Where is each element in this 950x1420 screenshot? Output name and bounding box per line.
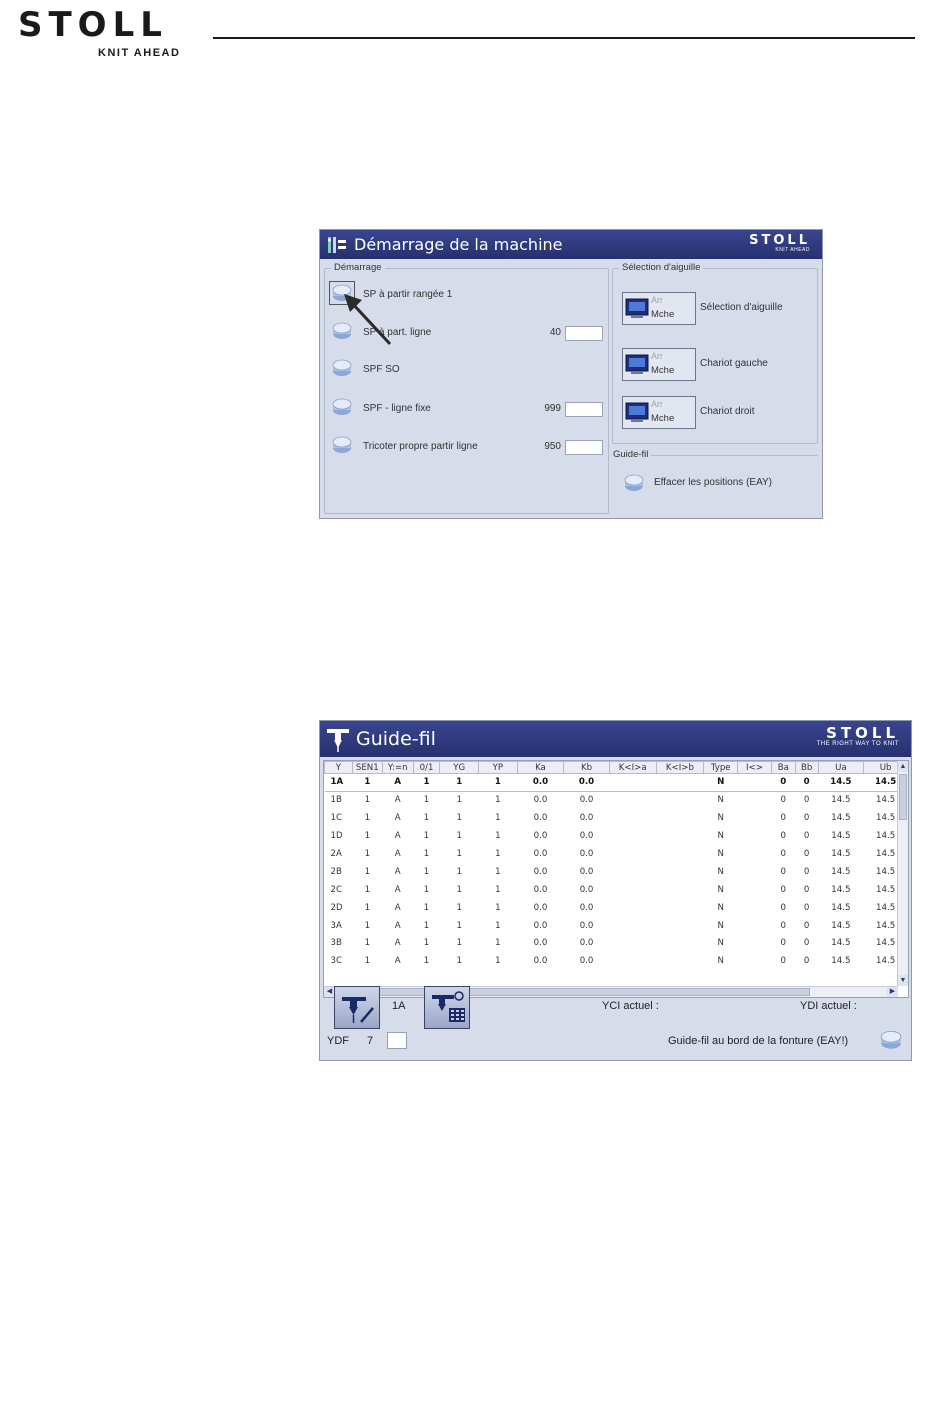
table-row[interactable]	[325, 827, 908, 845]
table-cell[interactable]: 1	[495, 956, 501, 967]
yarn-carrier-table	[323, 760, 909, 998]
table-cell[interactable]: 0	[780, 902, 787, 913]
table-cell[interactable]	[738, 845, 772, 863]
edge-position-label: Guide-fil au bord de la fonture (EAY!)	[668, 1035, 849, 1047]
needle-selection-caption: Sélection d'aiguille	[700, 302, 783, 313]
column-header[interactable]: SEN1	[352, 762, 382, 774]
start-option-3-button[interactable]	[331, 358, 353, 378]
table-cell[interactable]	[656, 809, 704, 827]
table-cell[interactable]: 1B	[330, 795, 342, 806]
table-cell[interactable]	[738, 774, 772, 792]
table-cell[interactable]: 1	[364, 884, 371, 895]
table-cell[interactable]: 0	[780, 831, 787, 842]
table-cell[interactable]: 0.0	[579, 849, 594, 859]
table-cell[interactable]: 0	[780, 866, 787, 877]
table-row[interactable]	[325, 809, 908, 827]
start-option-4-value: 999	[544, 403, 561, 414]
table-cell[interactable]	[656, 791, 704, 809]
table-cell[interactable]	[738, 935, 772, 953]
table-cell[interactable]: 1	[495, 849, 501, 859]
table-cell[interactable]: 1A	[325, 774, 353, 792]
horizontal-scroll-thumb[interactable]	[336, 988, 810, 996]
table-cell[interactable]	[609, 952, 656, 970]
stoll-tagline: KNIT AHEAD	[98, 47, 181, 59]
table-cell[interactable]: 1	[423, 902, 430, 913]
table-cell[interactable]: 1	[495, 831, 501, 842]
table-cell[interactable]: 0	[803, 831, 810, 842]
table-cell[interactable]: 14.5	[876, 956, 896, 967]
yarn-carrier-grid	[324, 761, 908, 971]
table-cell[interactable]: N	[717, 938, 724, 949]
table-cell[interactable]: 1C	[330, 813, 342, 824]
table-cell[interactable]: 1	[423, 938, 430, 949]
table-cell[interactable]: 0.0	[579, 920, 594, 931]
carriage-left-toggle[interactable]	[622, 348, 696, 381]
vertical-scrollbar[interactable]	[897, 761, 908, 986]
ydi-current-label: YDI actuel :	[800, 1000, 857, 1012]
table-cell[interactable]: 14.5	[876, 813, 896, 824]
edge-position-button[interactable]	[879, 1028, 903, 1052]
table-cell[interactable]: 1	[456, 938, 462, 949]
table-cell[interactable]: N	[704, 774, 738, 792]
machine-start-titlebar	[320, 230, 822, 259]
table-cell[interactable]: 1	[440, 774, 479, 792]
table-cell[interactable]	[609, 899, 656, 917]
table-cell[interactable]	[738, 791, 772, 809]
table-cell[interactable]: 0.0	[533, 884, 548, 895]
table-cell[interactable]: 14.5	[831, 902, 851, 913]
monitor-icon	[625, 353, 649, 375]
table-cell[interactable]: N	[717, 902, 724, 913]
table-row[interactable]	[325, 791, 908, 809]
yarn-carrier-titlebar	[320, 721, 911, 757]
table-cell[interactable]: 1	[456, 795, 462, 806]
table-cell[interactable]: 0.0	[533, 902, 548, 913]
column-header[interactable]: Ba	[771, 762, 795, 774]
table-cell[interactable]: 2A	[330, 849, 342, 859]
start-option-5-input[interactable]	[565, 440, 603, 455]
table-cell[interactable]: 0.0	[579, 813, 594, 824]
table-cell[interactable]: 14.5	[876, 938, 896, 949]
table-cell[interactable]: 1	[364, 938, 371, 949]
table-cell[interactable]	[738, 917, 772, 935]
table-cell[interactable]: N	[717, 831, 724, 842]
table-cell[interactable]: 1	[364, 849, 371, 859]
needle-selection-off: Arr	[651, 295, 663, 305]
yarn-group-legend: Guide-fil	[610, 449, 651, 460]
table-cell[interactable]: 3C	[330, 956, 342, 967]
table-cell[interactable]: 1	[456, 831, 462, 842]
table-cell[interactable]: 14.5	[831, 866, 851, 877]
table-cell[interactable]: 0	[803, 849, 810, 859]
table-cell[interactable]: 14.5	[876, 884, 896, 895]
table-cell[interactable]: A	[394, 795, 401, 806]
table-cell[interactable]: A	[382, 774, 413, 792]
table-cell[interactable]	[656, 917, 704, 935]
table-cell[interactable]: 1	[495, 884, 501, 895]
stoll-logo	[18, 5, 188, 59]
table-cell[interactable]: 14.5	[864, 774, 908, 792]
table-cell[interactable]: 1	[456, 866, 462, 877]
table-cell[interactable]	[656, 827, 704, 845]
table-cell[interactable]	[609, 774, 656, 792]
yarn-carrier-title: Guide-fil	[356, 728, 436, 750]
column-header[interactable]: Ub	[864, 762, 908, 774]
table-cell[interactable]: 1	[495, 866, 501, 877]
start-option-2-value: 40	[549, 327, 561, 338]
table-cell[interactable]: A	[394, 866, 401, 877]
table-cell[interactable]: 1	[364, 902, 371, 913]
start-option-4-input[interactable]	[565, 402, 603, 417]
table-cell[interactable]: 14.5	[831, 938, 851, 949]
table-cell[interactable]: 1	[364, 866, 371, 877]
table-cell[interactable]: 0.0	[533, 831, 548, 842]
table-cell[interactable]: 14.5	[831, 813, 851, 824]
table-cell[interactable]: 1	[456, 813, 462, 824]
disk-icon	[331, 435, 353, 455]
yci-current-label: YCI actuel :	[602, 1000, 659, 1012]
table-cell[interactable]: A	[394, 938, 401, 949]
table-cell[interactable]: 1	[423, 813, 430, 824]
table-cell[interactable]: A	[394, 920, 401, 931]
table-cell[interactable]: 1	[423, 956, 430, 967]
machine-start-window	[319, 229, 823, 519]
table-cell[interactable]	[609, 845, 656, 863]
window-brand	[749, 234, 810, 254]
table-cell[interactable]: 1	[495, 795, 501, 806]
table-row[interactable]	[325, 899, 908, 917]
table-cell[interactable]: 1	[495, 813, 501, 824]
table-cell[interactable]: 3A	[330, 920, 342, 931]
table-cell[interactable]: 0	[803, 920, 810, 931]
start-option-3-label: SPF SO	[363, 364, 400, 375]
table-cell[interactable]	[609, 791, 656, 809]
table-row[interactable]	[325, 881, 908, 899]
table-cell[interactable]: 1	[495, 902, 501, 913]
table-cell[interactable]: N	[717, 884, 724, 895]
table-cell[interactable]: 1	[423, 920, 430, 931]
table-cell[interactable]	[609, 863, 656, 881]
table-cell[interactable]: 0.0	[579, 795, 594, 806]
table-row[interactable]	[325, 774, 908, 792]
table-cell[interactable]: 2C	[330, 884, 342, 895]
table-row[interactable]	[325, 845, 908, 863]
start-option-5-button[interactable]	[331, 435, 353, 455]
window-brand	[817, 725, 899, 748]
table-cell[interactable]: 14.5	[831, 920, 851, 931]
table-cell[interactable]: 0	[771, 774, 795, 792]
table-cell[interactable]: 0	[803, 813, 810, 824]
window-brand-logo: STOLL	[749, 233, 810, 248]
table-cell[interactable]	[609, 809, 656, 827]
table-cell[interactable]: 1	[423, 884, 430, 895]
table-cell[interactable]: 14.5	[876, 920, 896, 931]
table-cell[interactable]: 2D	[330, 902, 343, 913]
table-cell[interactable]: 1	[413, 774, 440, 792]
table-cell[interactable]: 1	[364, 920, 371, 931]
column-header[interactable]: K<I>a	[609, 762, 656, 774]
table-cell[interactable]: 0	[803, 866, 810, 877]
column-header[interactable]: Kb	[564, 762, 610, 774]
start-option-5-value: 950	[544, 441, 561, 452]
carriage-left-off: Arr	[651, 351, 663, 361]
table-cell[interactable]	[738, 952, 772, 970]
table-cell[interactable]	[738, 899, 772, 917]
table-cell[interactable]	[656, 935, 704, 953]
start-option-2-input[interactable]	[565, 326, 603, 341]
table-cell[interactable]: 0.0	[517, 774, 564, 792]
table-cell[interactable]: 0.0	[533, 813, 548, 824]
table-cell[interactable]: 0.0	[533, 920, 548, 931]
table-cell[interactable]	[656, 863, 704, 881]
column-header[interactable]: Ka	[517, 762, 564, 774]
table-cell[interactable]: 0	[780, 884, 787, 895]
table-cell[interactable]: 0.0	[579, 831, 594, 842]
yarn-carrier-keypad-button[interactable]	[424, 986, 470, 1029]
table-cell[interactable]: 14.5	[876, 866, 896, 877]
table-cell[interactable]: 0.0	[579, 866, 594, 877]
table-cell[interactable]: 1	[456, 884, 462, 895]
table-cell[interactable]: 1	[364, 795, 371, 806]
needle-group-legend: Sélection d'aiguille	[619, 262, 703, 273]
table-cell[interactable]: N	[717, 920, 724, 931]
table-cell[interactable]: 1	[364, 813, 371, 824]
table-cell[interactable]: 0.0	[564, 774, 610, 792]
table-cell[interactable]	[609, 935, 656, 953]
table-cell[interactable]: 0.0	[533, 795, 548, 806]
disk-icon	[331, 397, 353, 417]
table-cell[interactable]: 14.5	[831, 831, 851, 842]
table-cell[interactable]: 1	[456, 956, 462, 967]
table-cell[interactable]: A	[394, 831, 401, 842]
table-cell[interactable]: 0	[780, 849, 787, 859]
table-cell[interactable]: 0.0	[579, 884, 594, 895]
table-cell[interactable]: 1	[495, 920, 501, 931]
table-cell[interactable]: 0	[803, 795, 810, 806]
table-cell[interactable]	[609, 881, 656, 899]
table-cell[interactable]: A	[394, 884, 401, 895]
table-cell[interactable]: A	[394, 813, 401, 824]
table-cell[interactable]	[609, 827, 656, 845]
table-cell[interactable]: N	[717, 795, 724, 806]
ydf-value: 7	[367, 1035, 374, 1047]
yarn-carrier-icon	[326, 726, 350, 752]
table-cell[interactable]	[656, 899, 704, 917]
column-header[interactable]: Bb	[795, 762, 818, 774]
table-cell[interactable]: 3B	[330, 938, 342, 949]
monitor-icon	[625, 401, 649, 423]
table-cell[interactable]	[738, 863, 772, 881]
table-cell[interactable]: 14.5	[876, 902, 896, 913]
table-cell[interactable]: A	[394, 849, 401, 859]
yarn-carrier-window	[319, 720, 912, 1061]
pointer-arrow-icon	[340, 290, 396, 348]
disk-icon	[331, 358, 353, 378]
table-cell[interactable]	[609, 917, 656, 935]
vertical-scroll-thumb[interactable]	[899, 774, 907, 820]
start-option-1-label: SP à partir rangée 1	[363, 289, 453, 300]
horizontal-scrollbar[interactable]	[324, 986, 898, 997]
column-header[interactable]: YP	[479, 762, 518, 774]
column-header[interactable]: YG	[440, 762, 479, 774]
table-cell[interactable]: 14.5	[876, 849, 896, 859]
table-cell[interactable]: 0	[795, 774, 818, 792]
column-header[interactable]: Ua	[818, 762, 864, 774]
clear-positions-button[interactable]	[623, 473, 645, 493]
machine-start-title: Démarrage de la machine	[354, 235, 563, 254]
table-cell[interactable]	[738, 827, 772, 845]
column-header[interactable]: 0/1	[413, 762, 440, 774]
window-brand-tag: THE RIGHT WAY TO KNIT	[816, 741, 899, 747]
start-option-4-button[interactable]	[331, 397, 353, 417]
header-rule	[213, 37, 915, 39]
carriage-right-on: Mche	[651, 413, 675, 424]
table-cell[interactable]: 1	[423, 795, 430, 806]
disk-icon	[623, 473, 645, 493]
stoll-logo-text: STOLL	[18, 5, 168, 45]
table-row[interactable]	[325, 917, 908, 935]
table-cell[interactable]: 2B	[330, 866, 342, 877]
table-cell[interactable]: 0	[803, 884, 810, 895]
machine-start-icon	[326, 234, 348, 256]
table-cell[interactable]: 1	[495, 938, 501, 949]
carriage-left-caption: Chariot gauche	[700, 358, 768, 369]
table-cell[interactable]: 1	[423, 831, 430, 842]
table-body	[325, 774, 908, 971]
column-header[interactable]: K<I>b	[656, 762, 704, 774]
table-cell[interactable]: 14.5	[831, 849, 851, 859]
table-cell[interactable]: 0	[803, 902, 810, 913]
table-row[interactable]	[325, 863, 908, 881]
table-cell[interactable]: 0	[803, 938, 810, 949]
monitor-icon	[625, 297, 649, 319]
table-cell[interactable]: 0.0	[579, 938, 594, 949]
table-cell[interactable]	[656, 952, 704, 970]
table-cell[interactable]: 0.0	[579, 902, 594, 913]
table-cell[interactable]	[738, 881, 772, 899]
table-cell[interactable]: 14.5	[831, 884, 851, 895]
table-cell[interactable]: 0	[780, 813, 787, 824]
ydf-input[interactable]	[387, 1032, 407, 1049]
window-brand-tag: KNIT AHEAD	[775, 247, 810, 253]
table-cell[interactable]: N	[717, 813, 724, 824]
table-cell[interactable]: 1	[456, 920, 462, 931]
table-cell[interactable]	[656, 774, 704, 792]
table-cell[interactable]: 1	[364, 956, 371, 967]
table-cell[interactable]: N	[717, 849, 724, 859]
needle-selection-on: Mche	[651, 309, 675, 320]
table-cell[interactable]: 0	[780, 920, 787, 931]
scroll-left-icon[interactable]: ◀	[324, 987, 335, 997]
needle-selection-toggle[interactable]	[622, 292, 696, 325]
ydf-label: YDF	[327, 1035, 349, 1047]
table-cell[interactable]	[738, 809, 772, 827]
carriage-right-caption: Chariot droit	[700, 406, 755, 417]
table-cell[interactable]: 1	[479, 774, 518, 792]
table-cell[interactable]: 14.5	[831, 956, 851, 967]
table-row[interactable]	[325, 952, 908, 970]
table-cell[interactable]: 1	[423, 849, 430, 859]
table-cell[interactable]: N	[717, 956, 724, 967]
table-cell[interactable]: 0.0	[579, 956, 594, 967]
table-cell[interactable]: 14.5	[876, 795, 896, 806]
scroll-right-icon[interactable]: ▶	[887, 987, 898, 997]
table-cell[interactable]: 1	[456, 902, 462, 913]
table-cell[interactable]: 1D	[330, 831, 343, 842]
table-row[interactable]	[325, 935, 908, 953]
table-cell[interactable]: 0.0	[533, 956, 548, 967]
column-header[interactable]: I<>	[738, 762, 772, 774]
table-cell[interactable]: A	[394, 902, 401, 913]
table-cell[interactable]: 14.5	[876, 831, 896, 842]
table-cell[interactable]: 0	[780, 938, 787, 949]
start-option-5-label: Tricoter propre partir ligne	[363, 441, 478, 452]
yarn-carrier-edit-icon	[339, 990, 377, 1026]
start-option-4-label: SPF - ligne fixe	[363, 403, 431, 414]
table-cell[interactable]: 0	[803, 956, 810, 967]
window-brand-logo: STOLL	[826, 724, 899, 742]
table-cell[interactable]: 0.0	[533, 866, 548, 877]
table-cell[interactable]: A	[394, 956, 401, 967]
table-cell[interactable]	[656, 845, 704, 863]
start-group-legend: Démarrage	[331, 262, 385, 273]
scroll-up-icon[interactable]: ▲	[899, 763, 907, 770]
current-yarn-value: 1A	[392, 1000, 406, 1012]
disk-icon	[879, 1028, 903, 1052]
table-cell[interactable]: 0.0	[533, 849, 548, 859]
table-cell[interactable]: 1	[352, 774, 382, 792]
column-header[interactable]: Type	[704, 762, 738, 774]
carriage-left-on: Mche	[651, 365, 675, 376]
column-header[interactable]: Y:=n	[382, 762, 413, 774]
table-cell[interactable]: 14.5	[818, 774, 864, 792]
table-cell[interactable]: N	[717, 866, 724, 877]
table-cell[interactable]: 0.0	[533, 938, 548, 949]
table-cell[interactable]: 1	[456, 849, 462, 859]
table-header-row	[325, 762, 908, 774]
table-cell[interactable]: 1	[423, 866, 430, 877]
column-header[interactable]: Y	[325, 762, 353, 774]
carriage-right-toggle[interactable]	[622, 396, 696, 429]
scroll-down-icon[interactable]: ▼	[899, 977, 907, 984]
table-cell[interactable]: 0	[780, 795, 787, 806]
start-option-2-label: SP à part. ligne	[363, 327, 432, 338]
yarn-carrier-keypad-icon	[429, 990, 467, 1026]
table-cell[interactable]: 1	[364, 831, 371, 842]
table-cell[interactable]	[656, 881, 704, 899]
clear-positions-label: Effacer les positions (EAY)	[654, 477, 773, 488]
carriage-right-off: Arr	[651, 399, 663, 409]
table-cell[interactable]: 14.5	[831, 795, 851, 806]
edit-yarn-carrier-button[interactable]	[334, 986, 380, 1029]
table-cell[interactable]: 0	[780, 956, 787, 967]
